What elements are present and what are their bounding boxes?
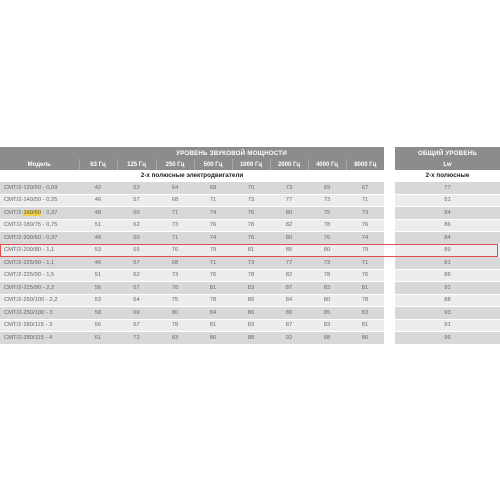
model-cell — [0, 232, 79, 245]
table-row — [0, 219, 384, 232]
freq-header: 2000 Гц — [270, 159, 308, 170]
sound-power-title: УРОВЕНЬ ЗВУКОВОЙ МОЩНОСТИ — [79, 147, 384, 159]
value-cell: 80 — [270, 232, 308, 245]
table-row — [395, 257, 500, 270]
model-cell — [0, 282, 79, 295]
value-cell: 78 — [346, 294, 384, 307]
value-cell: 73 — [308, 257, 346, 270]
value-cell: 76 — [346, 269, 384, 282]
total-value-cell: 96 — [395, 332, 500, 344]
value-cell: 57 — [117, 194, 156, 207]
model-cell — [0, 332, 79, 344]
table-row — [395, 307, 500, 320]
total-level-table — [395, 147, 500, 344]
value-cell: 62 — [117, 219, 156, 232]
value-cell: 78 — [308, 219, 346, 232]
value-cell: 46 — [79, 194, 117, 207]
table-row — [0, 269, 384, 282]
total-value-cell: 81 — [395, 194, 500, 207]
model-cell — [0, 244, 79, 257]
value-cell: 88 — [232, 332, 270, 344]
value-cell: 67 — [117, 282, 156, 295]
value-cell: 81 — [232, 244, 270, 257]
total-value-cell: 91 — [395, 319, 500, 332]
value-cell: 46 — [79, 257, 117, 270]
value-cell: 53 — [117, 182, 156, 195]
value-cell: 51 — [79, 269, 117, 282]
model-cell — [0, 269, 79, 282]
freq-header: 1000 Гц — [232, 159, 270, 170]
total-value-cell: 84 — [395, 232, 500, 245]
total-value-cell: 77 — [395, 182, 500, 195]
freq-header: 250 Гц — [156, 159, 194, 170]
value-cell: 86 — [232, 307, 270, 320]
model-text: CMT/2-250/100 - 3 — [4, 309, 53, 316]
value-cell: 58 — [79, 307, 117, 320]
table-row — [395, 294, 500, 307]
value-cell: 76 — [308, 232, 346, 245]
value-cell: 79 — [346, 244, 384, 257]
value-cell: 75 — [156, 294, 194, 307]
value-cell: 81 — [346, 282, 384, 295]
value-cell: 65 — [117, 244, 156, 257]
value-cell: 76 — [194, 219, 232, 232]
value-cell: 71 — [156, 232, 194, 245]
model-text: CMT/2-280/115 - 4 — [4, 334, 53, 341]
value-cell: 81 — [194, 319, 232, 332]
value-cell: 80 — [270, 207, 308, 220]
value-cell: 75 — [308, 207, 346, 220]
motor-type-subheader: 2-х полюсные электродвигатели — [0, 170, 384, 182]
value-cell: 84 — [194, 307, 232, 320]
sound-power-table — [0, 147, 384, 344]
value-cell: 73 — [270, 182, 308, 195]
value-cell: 78 — [156, 282, 194, 295]
model-header: Модель — [0, 159, 79, 170]
value-cell: 82 — [270, 219, 308, 232]
table-row — [0, 319, 384, 332]
value-cell: 73 — [156, 219, 194, 232]
table-row — [395, 332, 500, 344]
value-cell: 71 — [346, 194, 384, 207]
freq-header: 4000 Гц — [308, 159, 346, 170]
value-cell: 79 — [194, 244, 232, 257]
total-value-cell: 91 — [395, 282, 500, 295]
value-cell: 73 — [232, 257, 270, 270]
value-cell: 76 — [156, 244, 194, 257]
total-level-title: ОБЩИЙ УРОВЕНЬ — [395, 147, 500, 159]
value-cell: 48 — [79, 207, 117, 220]
value-cell: 89 — [270, 307, 308, 320]
table-row — [0, 194, 384, 207]
table-row — [395, 207, 500, 220]
value-cell: 71 — [194, 257, 232, 270]
value-cell: 81 — [194, 282, 232, 295]
value-cell: 70 — [232, 182, 270, 195]
value-cell: 78 — [156, 319, 194, 332]
model-cell — [0, 257, 79, 270]
value-cell: 68 — [194, 182, 232, 195]
value-cell: 83 — [232, 282, 270, 295]
value-cell: 74 — [194, 232, 232, 245]
total-value-cell: 93 — [395, 307, 500, 320]
value-cell: 80 — [308, 244, 346, 257]
table-row — [0, 307, 384, 320]
value-cell: 78 — [232, 269, 270, 282]
model-cell — [0, 307, 79, 320]
value-cell: 67 — [346, 182, 384, 195]
value-cell: 64 — [156, 182, 194, 195]
freq-header: 500 Гц — [194, 159, 232, 170]
value-cell: 92 — [270, 332, 308, 344]
model-text: CMT/2-225/90 - 1,1 — [4, 259, 55, 266]
value-cell: 86 — [346, 332, 384, 344]
model-text: CMT/2-200/60 - 0,37 — [4, 234, 58, 241]
value-cell: 42 — [79, 182, 117, 195]
table-row — [0, 282, 384, 295]
value-cell: 80 — [156, 307, 194, 320]
table-row — [395, 194, 500, 207]
total-value-cell: 84 — [395, 207, 500, 220]
model-text: CMT/2-225/90 - 1,5 — [4, 272, 55, 279]
model-text: CMT/2-180/75 - 0,75 — [4, 222, 58, 229]
value-cell: 74 — [346, 232, 384, 245]
model-text: CMT/2-120/50 - 0,09 — [4, 184, 58, 191]
value-cell: 85 — [270, 244, 308, 257]
total-value-cell: 86 — [395, 269, 500, 282]
model-cell — [0, 319, 79, 332]
model-text: CMT/2-280/115 - 3 — [4, 322, 53, 329]
value-cell: 71 — [156, 207, 194, 220]
value-cell: 87 — [270, 282, 308, 295]
value-cell: 83 — [156, 332, 194, 344]
value-cell: 53 — [79, 244, 117, 257]
table-row — [395, 244, 500, 257]
total-value-cell: 81 — [395, 257, 500, 270]
value-cell: 73 — [232, 194, 270, 207]
value-cell: 64 — [117, 294, 156, 307]
value-cell: 69 — [117, 307, 156, 320]
value-cell: 82 — [270, 269, 308, 282]
table-row — [395, 182, 500, 195]
value-cell: 68 — [156, 194, 194, 207]
value-cell: 81 — [346, 319, 384, 332]
value-cell: 78 — [232, 219, 270, 232]
value-cell: 83 — [308, 319, 346, 332]
model-cell — [0, 207, 79, 220]
highlighted-text: 160/60 — [23, 209, 42, 216]
value-cell: 61 — [79, 332, 117, 344]
value-cell: 51 — [79, 219, 117, 232]
value-cell: 67 — [117, 319, 156, 332]
value-cell: 49 — [79, 232, 117, 245]
value-cell: 87 — [270, 319, 308, 332]
model-cell — [0, 194, 79, 207]
table-row — [395, 232, 500, 245]
model-text: CMT/2-200/80 - 1,1 — [4, 247, 55, 254]
model-cell — [0, 182, 79, 195]
value-cell: 56 — [79, 282, 117, 295]
value-cell: 80 — [308, 294, 346, 307]
table-row — [0, 294, 384, 307]
total-level-subheader: 2-х полюсные — [395, 170, 500, 182]
freq-header: 63 Гц — [79, 159, 117, 170]
value-cell: 76 — [346, 219, 384, 232]
value-cell: 77 — [270, 257, 308, 270]
value-cell: 73 — [156, 269, 194, 282]
value-cell: 83 — [346, 307, 384, 320]
freq-header: 125 Гц — [117, 159, 156, 170]
value-cell: 80 — [232, 294, 270, 307]
model-cell — [0, 294, 79, 307]
value-cell: 78 — [194, 294, 232, 307]
value-cell: 53 — [79, 294, 117, 307]
table-row — [0, 244, 384, 257]
model-text: - 0,37 — [41, 209, 58, 216]
value-cell: 83 — [308, 282, 346, 295]
value-cell: 71 — [346, 257, 384, 270]
model-text: CMT/2-140/50 - 0,25 — [4, 197, 58, 204]
table-row — [395, 269, 500, 282]
value-cell: 74 — [194, 207, 232, 220]
freq-header: 8000 Гц — [346, 159, 384, 170]
value-cell: 68 — [156, 257, 194, 270]
value-cell: 83 — [232, 319, 270, 332]
table-row — [0, 182, 384, 195]
total-level-unit: Lw — [395, 159, 500, 170]
value-cell: 77 — [270, 194, 308, 207]
value-cell: 56 — [79, 319, 117, 332]
total-value-cell: 86 — [395, 219, 500, 232]
value-cell: 88 — [308, 332, 346, 344]
value-cell: 73 — [308, 194, 346, 207]
value-cell: 85 — [308, 307, 346, 320]
value-cell: 69 — [308, 182, 346, 195]
model-cell — [0, 219, 79, 232]
value-cell: 76 — [232, 207, 270, 220]
model-text: CMT/2-250/100 - 2,2 — [4, 297, 58, 304]
table-row — [395, 219, 500, 232]
value-cell: 60 — [117, 232, 156, 245]
table-row — [395, 319, 500, 332]
value-cell: 57 — [117, 257, 156, 270]
table-row — [0, 332, 384, 344]
value-cell: 76 — [194, 269, 232, 282]
value-cell: 78 — [308, 269, 346, 282]
value-cell: 84 — [270, 294, 308, 307]
value-cell: 73 — [346, 207, 384, 220]
value-cell: 72 — [117, 332, 156, 344]
table-row — [395, 282, 500, 295]
value-cell: 71 — [194, 194, 232, 207]
value-cell: 86 — [194, 332, 232, 344]
total-value-cell: 88 — [395, 294, 500, 307]
table-row — [0, 232, 384, 245]
model-text: CMT/2- — [4, 209, 24, 216]
total-value-cell: 89 — [395, 244, 500, 257]
value-cell: 76 — [232, 232, 270, 245]
table-row — [0, 207, 384, 220]
table-row — [0, 257, 384, 270]
model-text: CMT/2-225/90 - 2,2 — [4, 284, 55, 291]
value-cell: 62 — [117, 269, 156, 282]
value-cell: 60 — [117, 207, 156, 220]
